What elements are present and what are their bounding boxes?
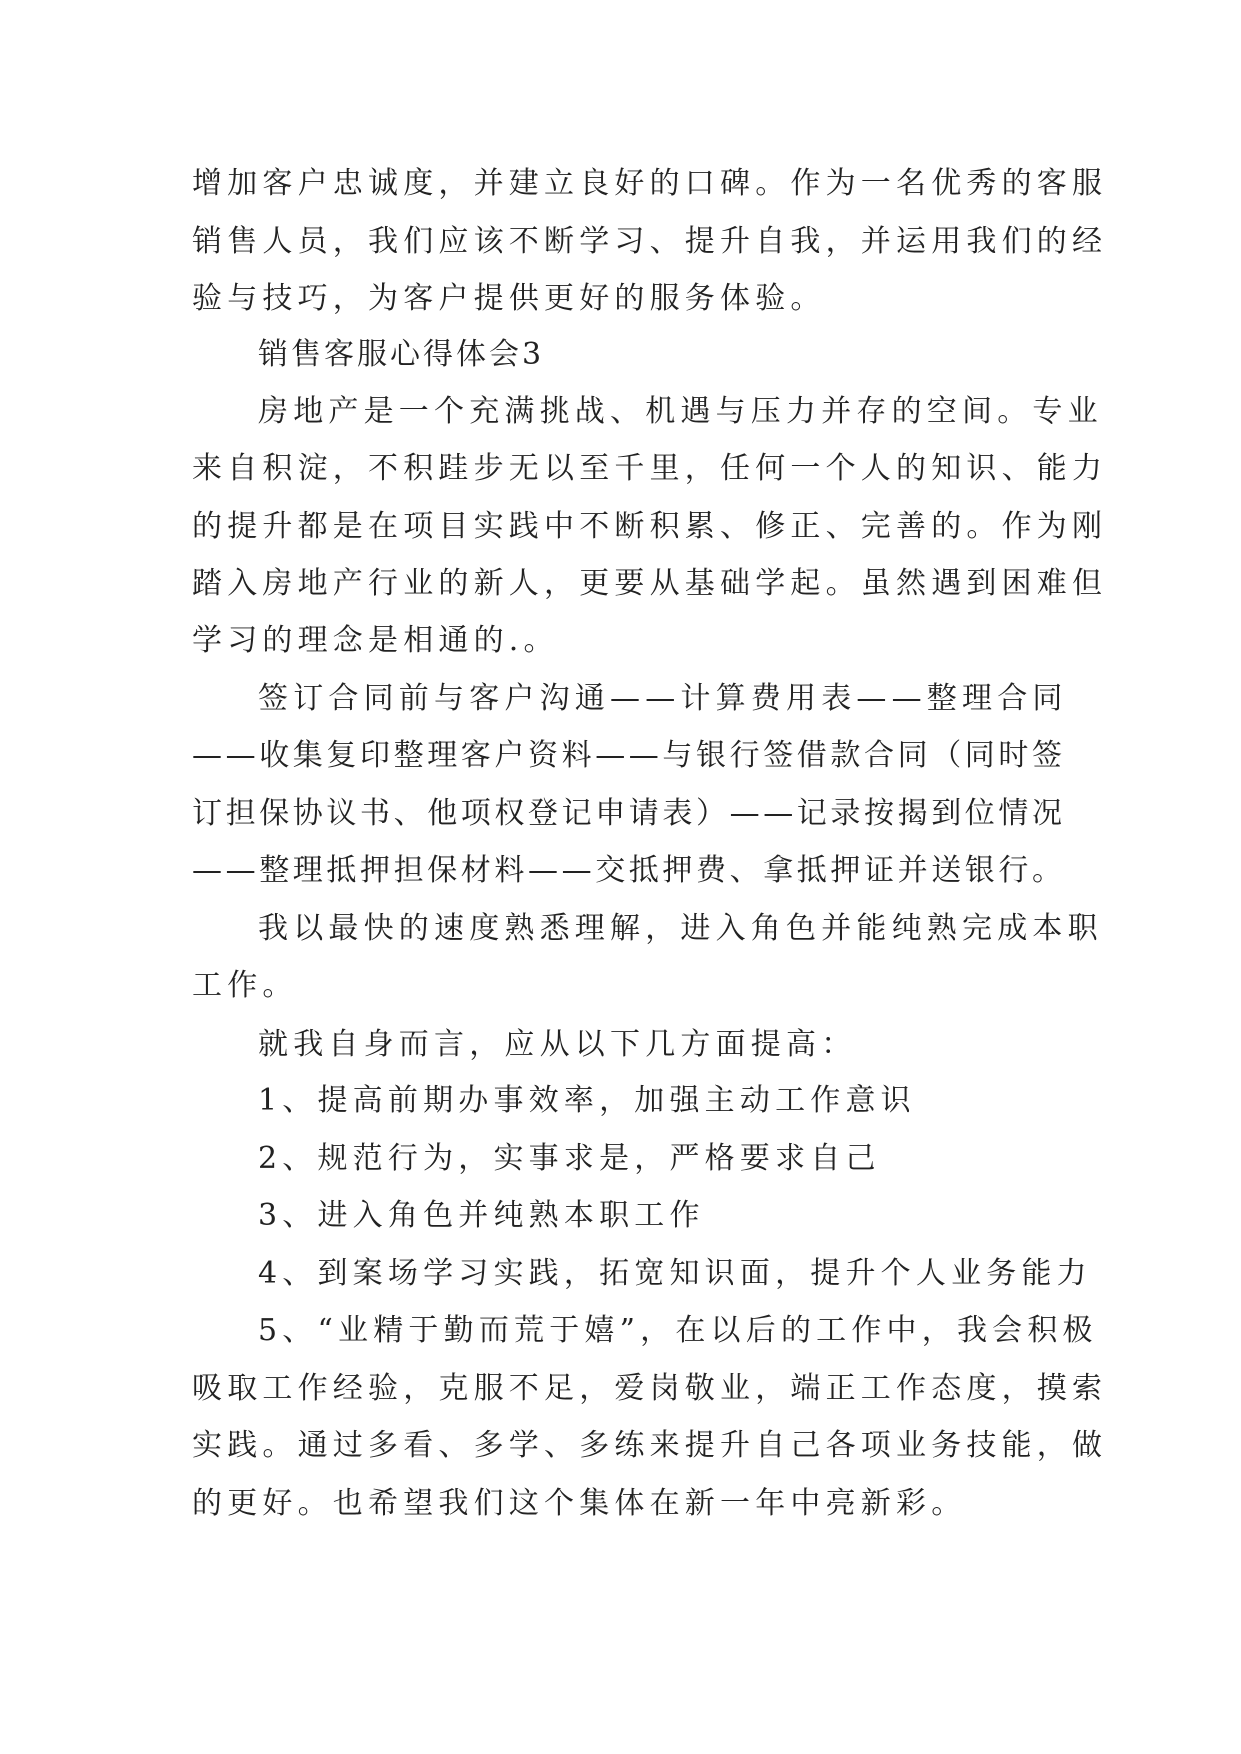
list-item: 1、提高前期办事效率，加强主动工作意识 — [258, 1083, 916, 1118]
paragraph-line: 验与技巧，为客户提供更好的服务体验。 — [192, 281, 826, 316]
paragraph-line: 订担保协议书、他项权登记申请表）——记录按揭到位情况 — [192, 796, 1066, 831]
paragraph-line: ——收集复印整理客户资料——与银行签借款合同（同时签 — [192, 738, 1066, 773]
paragraph-line: ——整理抵押担保材料——交抵押费、拿抵押证并送银行。 — [192, 853, 1066, 888]
paragraph-line: 房地产是一个充满挑战、机遇与压力并存的空间。专业 — [258, 394, 1103, 429]
paragraph-line: 的更好。也希望我们这个集体在新一年中亮新彩。 — [192, 1486, 967, 1521]
paragraph-line: 增加客户忠诚度，并建立良好的口碑。作为一名优秀的客服 — [192, 166, 1108, 201]
list-item: 3、进入角色并纯熟本职工作 — [258, 1198, 705, 1233]
paragraph-line: 我以最快的速度熟悉理解，进入角色并能纯熟完成本职 — [258, 911, 1103, 946]
paragraph-line: 签订合同前与客户沟通——计算费用表——整理合同 — [258, 681, 1068, 716]
paragraph-line: 吸取工作经验，克服不足，爱岗敬业，端正工作态度，摸索 — [192, 1371, 1108, 1406]
paragraph-line: 工作。 — [192, 968, 298, 1003]
list-item: 2、规范行为，实事求是，严格要求自己 — [258, 1141, 881, 1176]
paragraph-line: 就我自身而言，应从以下几方面提高： — [258, 1027, 857, 1062]
list-item: 4、到案场学习实践，拓宽知识面，提升个人业务能力 — [258, 1256, 1092, 1291]
section-heading: 销售客服心得体会3 — [258, 337, 545, 372]
paragraph-line: 来自积淀，不积跬步无以至千里，任何一个人的知识、能力 — [192, 451, 1108, 486]
paragraph-line: 的提升都是在项目实践中不断积累、修正、完善的。作为刚 — [192, 509, 1108, 544]
paragraph-line: 销售人员，我们应该不断学习、提升自我，并运用我们的经 — [192, 224, 1108, 259]
list-item: 5、“业精于勤而荒于嬉”，在以后的工作中，我会积极 — [258, 1313, 1098, 1348]
paragraph-line: 实践。通过多看、多学、多练来提升自己各项业务技能，做 — [192, 1428, 1108, 1463]
paragraph-line: 学习的理念是相通的.。 — [192, 623, 559, 658]
paragraph-line: 踏入房地产行业的新人，更要从基础学起。虽然遇到困难但 — [192, 566, 1108, 601]
